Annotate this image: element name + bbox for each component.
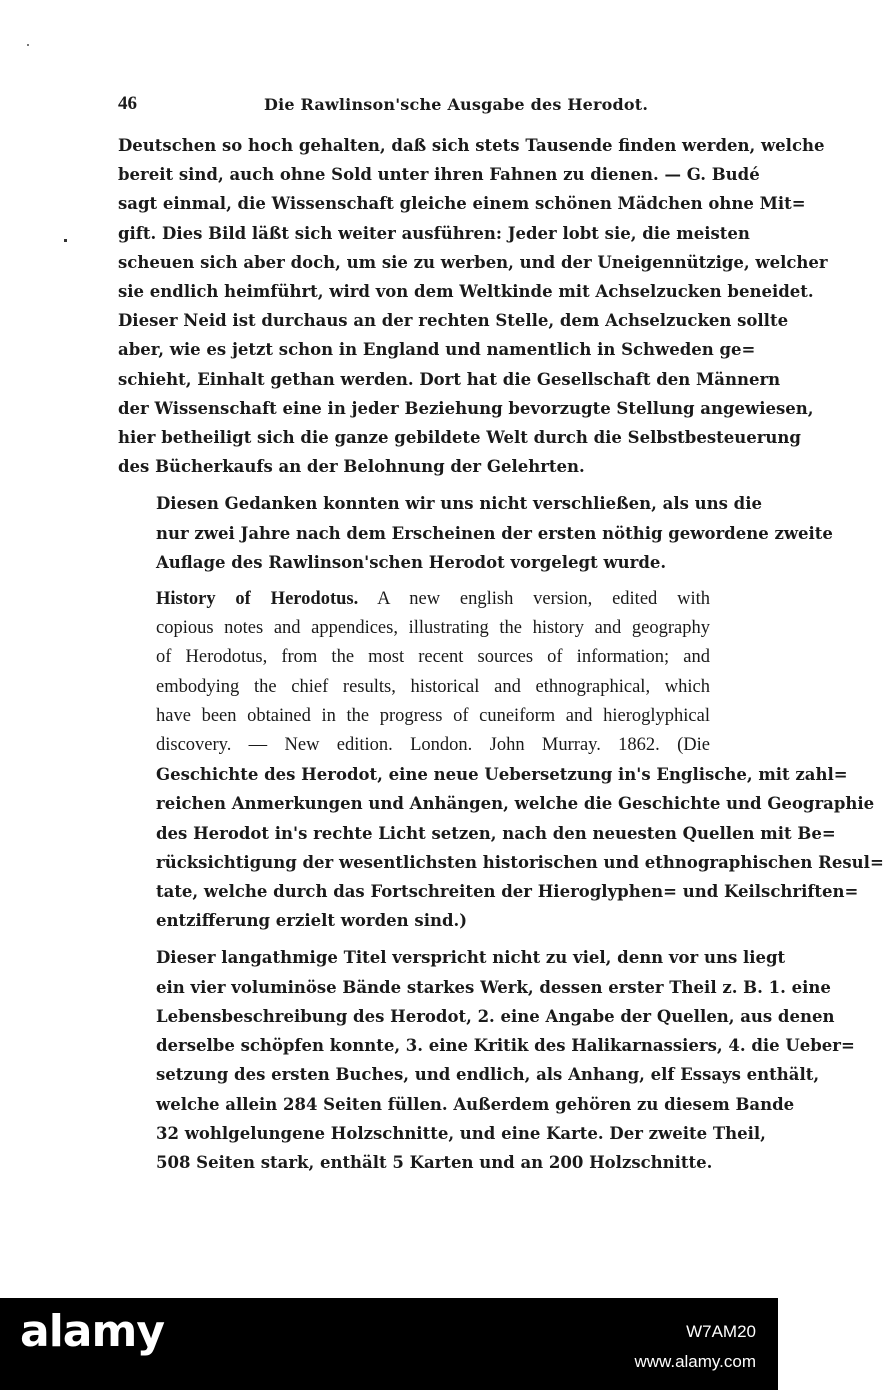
text-line (118, 673, 710, 702)
margin-dot-mark (64, 239, 67, 242)
body-text (118, 131, 884, 1185)
line-text: der Wissenschaft eine in jeder Beziehung bevorzugte Stellung angewiesen, (118, 398, 814, 418)
line-text: entzifferung erzielt worden sind.) (156, 911, 468, 931)
alamy-logo: alamy (20, 1306, 164, 1357)
line-text: gift. Dies Bild läßt sich weiter ausführen: Jeder lobt sie, die meisten (118, 223, 750, 243)
line-text: embodying the chief results, historical and ethnographical, which (156, 676, 710, 697)
paragraph-2 (118, 489, 833, 577)
line-text: 32 wohlgelungene Holzschnitte, und eine Karte. Der zweite Theil, (156, 1123, 766, 1143)
text-line (118, 248, 828, 277)
text-line (118, 365, 781, 394)
text-line (118, 306, 789, 335)
line-text: hier betheiligt sich die ganze gebildete Welt durch die Selbstbesteuerung (118, 428, 801, 448)
line-text: Deutschen so hoch gehalten, daß sich stets Tausende finden werden, welche (118, 136, 825, 155)
line-text: sie endlich heimführt, wird von dem Weltkinde mit Achselzucken beneidet. (118, 282, 814, 302)
text-line (118, 452, 710, 481)
line-text: scheuen sich aber doch, um sie zu werben, und der Uneigennützige, welcher (118, 252, 828, 272)
paragraph-4 (118, 943, 855, 1177)
line-text: A new english version, edited with (377, 589, 711, 610)
line-text: Geschichte des Herodot, eine neue Uebersetzung in's Englische, mit zahl= (156, 765, 848, 785)
text-line (118, 160, 760, 189)
text-line (118, 423, 801, 452)
text-line (118, 1119, 766, 1148)
text-line (118, 760, 848, 789)
text-line (118, 643, 710, 672)
line-text: sagt einmal, die Wissenschaft gleiche einem schönen Mädchen ohne Mit= (118, 194, 806, 214)
site-url-label: www.alamy.com (634, 1352, 756, 1371)
running-title: Die Rawlinson'sche Ausgabe des Herodot. (264, 95, 649, 114)
text-line (118, 548, 710, 577)
text-line (118, 819, 836, 848)
text-line (118, 489, 762, 518)
line-text: Lebensbeschreibung des Herodot, 2. eine Angabe der Quellen, aus denen (156, 1006, 835, 1026)
text-line (118, 877, 859, 906)
text-line (118, 519, 833, 548)
text-line (118, 277, 814, 306)
text-line (118, 585, 710, 614)
line-text: 508 Seiten stark, enthält 5 Karten und an 200 Holzschnitte. (156, 1152, 713, 1172)
line-text: setzung des ersten Buches, und endlich, als Anhang, elf Essays enthält, (156, 1065, 820, 1085)
line-text: discovery. — New edition. London. John Murray. 1862. (Die (156, 735, 710, 756)
line-text: copious notes and appendices, illustrating the history and geography (156, 618, 710, 639)
line-text: Dieser Neid ist durchaus an der rechten Stelle, dem Achselzucken sollte (118, 311, 789, 331)
text-line (118, 848, 884, 877)
line-text: des Bücherkaufs an der Belohnung der Gelehrten. (118, 457, 585, 477)
line-text: of Herodotus, from the most recent sources of information; and (156, 647, 710, 668)
line-text: schieht, Einhalt gethan werden. Dort hat die Gesellschaft den Männern (118, 369, 781, 389)
line-text: bereit sind, auch ohne Sold unter ihren Fahnen zu dienen. — G. Budé (118, 165, 760, 185)
line-text: have been obtained in the progress of cuneiform and hieroglyphical (156, 705, 710, 726)
text-line (118, 1148, 713, 1177)
text-line (118, 189, 806, 218)
speck-mark (27, 44, 29, 46)
line-text: nur zwei Jahre nach dem Erscheinen der ersten nöthig gewordene zweite (156, 523, 833, 543)
paragraph-3-book-title (118, 585, 884, 935)
text-line (118, 906, 710, 935)
text-line (118, 335, 756, 364)
page-header (118, 93, 710, 119)
paragraph-1 (118, 131, 828, 481)
line-text: welche allein 284 Seiten füllen. Außerdem gehören zu diesem Bande (156, 1094, 795, 1114)
image-id-label: W7AM20 (686, 1322, 756, 1341)
line-text: rücksichtigung der wesentlichsten historischen und ethnographischen Resul= (156, 852, 884, 872)
book-title: History of Herodotus. (156, 589, 359, 610)
line-text: tate, welche durch das Fortschreiten der Hieroglyphen= und Keilschriften= (156, 882, 859, 902)
line-text: aber, wie es jetzt schon in England und namentlich in Schweden ge= (118, 340, 756, 360)
page-number: 46 (118, 93, 137, 114)
line-text: des Herodot in's rechte Licht setzen, nach den neuesten Quellen mit Be= (156, 823, 836, 843)
text-line (118, 1060, 820, 1089)
text-line (118, 702, 710, 731)
text-line (118, 731, 710, 760)
text-line (118, 394, 814, 423)
text-line (118, 131, 825, 160)
line-text: Auflage des Rawlinson'schen Herodot vorgelegt wurde. (156, 552, 667, 572)
text-line (118, 1002, 835, 1031)
text-line (118, 789, 875, 818)
line-text: reichen Anmerkungen und Anhängen, welche die Geschichte und Geographie (156, 794, 875, 814)
text-line (118, 943, 786, 972)
text-line (118, 614, 710, 643)
text-line (118, 1090, 795, 1119)
line-text: Dieser langathmige Titel verspricht nicht zu viel, denn vor uns liegt (156, 948, 786, 968)
text-line (118, 219, 750, 248)
text-line (118, 1031, 855, 1060)
line-text: derselbe schöpfen konnte, 3. eine Kritik des Halikarnassiers, 4. die Ueber= (156, 1036, 855, 1056)
line-text: Diesen Gedanken konnten wir uns nicht verschließen, als uns die (156, 494, 762, 514)
line-text: ein vier voluminöse Bände starkes Werk, dessen erster Theil z. B. 1. eine (156, 977, 831, 997)
text-line (118, 973, 831, 1002)
